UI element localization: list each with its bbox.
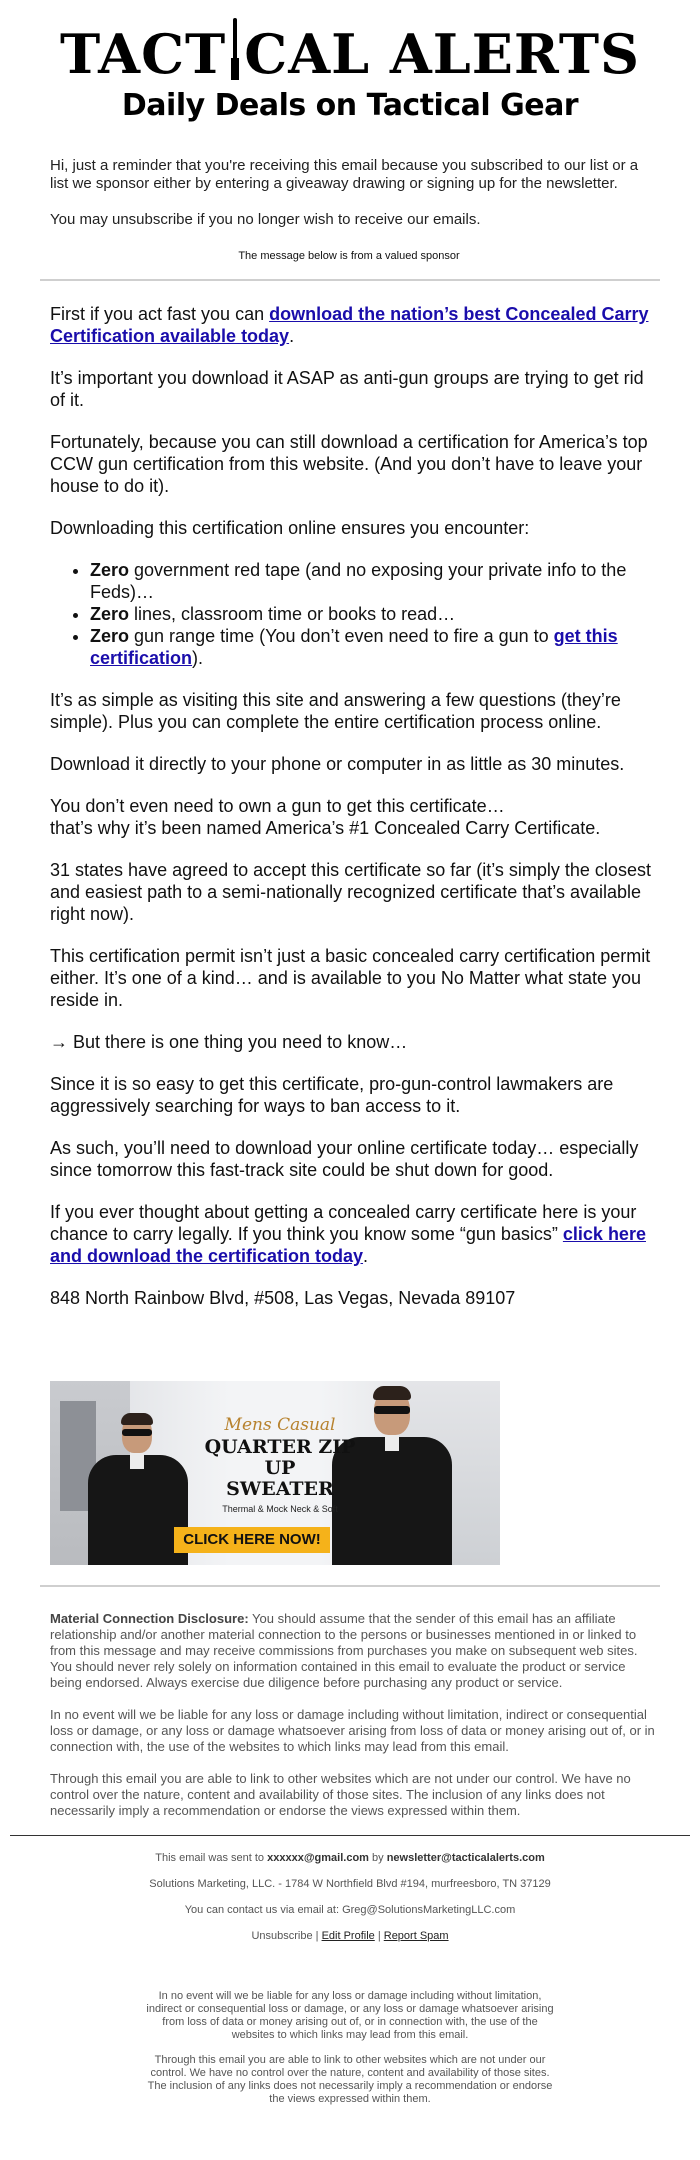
- text-span: You should assume that the sender of this email has an affiliate relationship and/or another material connection to the persons or businesses mentioned in or linked to from this message and may receive commissions from purchases you make on subsequent web sites. You should never rely solely on information contained in this email to evaluate the product or service being endorsed. Always exercise due diligence before purchasing any product or service.: [50, 1611, 638, 1690]
- article-paragraph: [50, 795, 656, 839]
- header-logo: [0, 0, 700, 123]
- hair-shape: [121, 1413, 153, 1425]
- unsubscribe-link[interactable]: Unsubscribe: [251, 1930, 313, 1942]
- separator: |: [312, 1930, 322, 1942]
- ad-kicker: Mens Casual: [224, 1415, 336, 1435]
- bold-text: Zero: [90, 626, 130, 646]
- brand-left: TACT: [59, 22, 227, 86]
- mailing-address: 848 North Rainbow Blvd, #508, Las Vegas, Nevada 89107: [50, 1288, 516, 1308]
- brand-wordmark: [60, 18, 640, 84]
- article-paragraph: Download it directly to your phone or computer in as little as 30 minutes.: [50, 754, 625, 774]
- collar-shape: [130, 1453, 144, 1469]
- article-paragraph: This certification permit isn’t just a basic concealed carry certification permit either. It’s one of a kind… and is available to you No Matter what state you reside in.: [50, 946, 651, 1010]
- liability-disclaimer: In no event will we be liable for any loss or damage including without limitation, indirect or consequential loss or damage, or any loss or damage whatsoever arising from loss of data or money arising out of, or in connection with, the use of the websites to which links may lead from this email.: [50, 1707, 655, 1754]
- article-paragraph: Since it is so easy to get this certificate, pro-gun-control lawmakers are aggressively searching for ways to ban access to it.: [50, 1074, 614, 1116]
- model-left-image: [88, 1415, 188, 1565]
- text-span: lines, classroom time or books to read…: [129, 604, 456, 624]
- text-span: First if you act fast you can: [50, 304, 270, 324]
- disclosure-section: [0, 1587, 700, 1819]
- contact-line: You can contact us via email at: Greg@SolutionsMarketingLLC.com: [184, 1904, 516, 1916]
- sunglasses-icon: [122, 1429, 152, 1436]
- click-here-now-button[interactable]: CLICK HERE NOW!: [174, 1527, 330, 1553]
- brand-tagline: Daily Deals on Tactical Gear: [121, 88, 579, 123]
- bold-text: Zero: [90, 604, 130, 624]
- list-item: [90, 559, 656, 603]
- article-paragraph: Fortunately, because you can still download a certification for America’s top CCW gun certification from this website. (And you don’t have to leave your house to do it).: [50, 432, 648, 496]
- fine-links: Through this email you are able to link to other websites which are not under our control. We have no control over the nature, content and availability of those sites. The inclusion of any links does not necessarily imply a recommendation or endorse the views expressed within them.: [147, 2054, 553, 2105]
- company-address: Solutions Marketing, LLC. - 1784 W Northfield Blvd #194, murfreesboro, TN 37129: [149, 1878, 551, 1890]
- text-span: You don’t even need to own a gun to get this certificate…: [50, 796, 505, 816]
- hair-shape: [373, 1386, 411, 1400]
- text-span: If you ever thought about getting a concealed carry certificate here is your chance to carry legally. If you think you know some “gun basics”: [50, 1202, 637, 1244]
- recipient-email: xxxxxx@gmail.com: [267, 1852, 369, 1864]
- get-certification-link[interactable]: get this certification: [90, 626, 618, 668]
- material-connection-disclosure: [50, 1611, 660, 1691]
- separator: |: [374, 1930, 384, 1942]
- text-span: ).: [192, 648, 204, 668]
- text-span: gun range time (You don’t even need to fire a gun to: [129, 626, 554, 646]
- sent-to-line: [0, 1852, 700, 1864]
- subscription-reminder: Hi, just a reminder that you're receiving this email because you subscribed to our list or a list we sponsor either by entering a giveaway drawing or signing up for the newsletter.: [50, 157, 639, 192]
- footer-links: [0, 1930, 700, 1942]
- sweater-shape: [88, 1455, 188, 1565]
- fine-liability: In no event will we be liable for any loss or damage including without limitation, indirect or consequential loss or damage, or any loss or damage whatsoever arising from loss of data or money arising out of, or in connection with, the use of the websites to which links may lead from this email.: [146, 1990, 554, 2041]
- article-paragraph: As such, you’ll need to download your online certificate today… especially since tomorrow this fast-track site could be shut down for good.: [50, 1138, 639, 1180]
- article-body: [0, 281, 700, 1309]
- report-spam-link[interactable]: Report Spam: [383, 1930, 449, 1942]
- bold-text: Zero: [90, 560, 130, 580]
- ad-subtitle: Thermal & Mock Neck & Soft: [222, 1504, 338, 1514]
- email-footer: [0, 1836, 700, 2106]
- click-here-download-link[interactable]: click here and download the certification today: [50, 1224, 646, 1266]
- sponsor-note: The message below is from a valued sponsor: [238, 250, 460, 262]
- ad-copy: [190, 1415, 370, 1514]
- list-item: [90, 603, 656, 625]
- text-span: by: [368, 1852, 387, 1864]
- collar-shape: [385, 1435, 399, 1451]
- text-span: .: [363, 1246, 369, 1266]
- text-span: that’s why it’s been named America’s #1 Concealed Carry Certificate.: [50, 818, 601, 838]
- ad-title-line: QUARTER ZIP UP: [204, 1436, 356, 1479]
- ad-title: [190, 1437, 370, 1500]
- article-paragraph: [50, 1201, 656, 1267]
- intro-section: [0, 123, 700, 265]
- article-paragraph: [50, 303, 656, 347]
- sunglasses-icon: [374, 1406, 410, 1414]
- external-links-disclaimer: Through this email you are able to link to other websites which are not under our control. We have no control over the nature, content and availability of those sites. The inclusion of any links does not necessarily imply a recommendation or endorse the views expressed within them.: [50, 1771, 631, 1818]
- brand-right: CAL ALERTS: [244, 22, 641, 86]
- download-certification-link[interactable]: download the nation’s best Concealed Carry Certification available today: [50, 304, 649, 346]
- article-paragraph: It’s as simple as visiting this site and answering a few questions (they’re simple). Plus you can complete the entire certification process online.: [50, 690, 621, 732]
- disclosure-label: Material Connection Disclosure:: [50, 1611, 249, 1626]
- article-paragraph: → But there is one thing you need to know…: [50, 1032, 408, 1052]
- text-span: government red tape (and no exposing your private info to the Feds)…: [90, 560, 627, 602]
- article-paragraph: Downloading this certification online ensures you encounter:: [50, 518, 530, 538]
- knife-icon: [230, 18, 240, 84]
- unsubscribe-note: You may unsubscribe if you no longer wish to receive our emails.: [50, 211, 481, 228]
- benefits-list: [50, 559, 656, 669]
- sender-email: newsletter@tacticalalerts.com: [386, 1852, 545, 1864]
- list-item: [90, 625, 656, 669]
- article-paragraph: It’s important you download it ASAP as anti-gun groups are trying to get rid of it.: [50, 368, 644, 410]
- sweater-ad-banner[interactable]: [50, 1381, 500, 1565]
- text-span: This email was sent to: [155, 1852, 268, 1864]
- footer-fine-print: [0, 1956, 700, 2106]
- article-paragraph: 31 states have agreed to accept this certificate so far (it’s simply the closest and easiest path to a semi-nationally recognized certificate that’s available right now).: [50, 860, 651, 924]
- edit-profile-link[interactable]: Edit Profile: [321, 1930, 375, 1942]
- text-span: .: [289, 326, 295, 346]
- ad-title-line: SWEATER: [226, 1478, 334, 1500]
